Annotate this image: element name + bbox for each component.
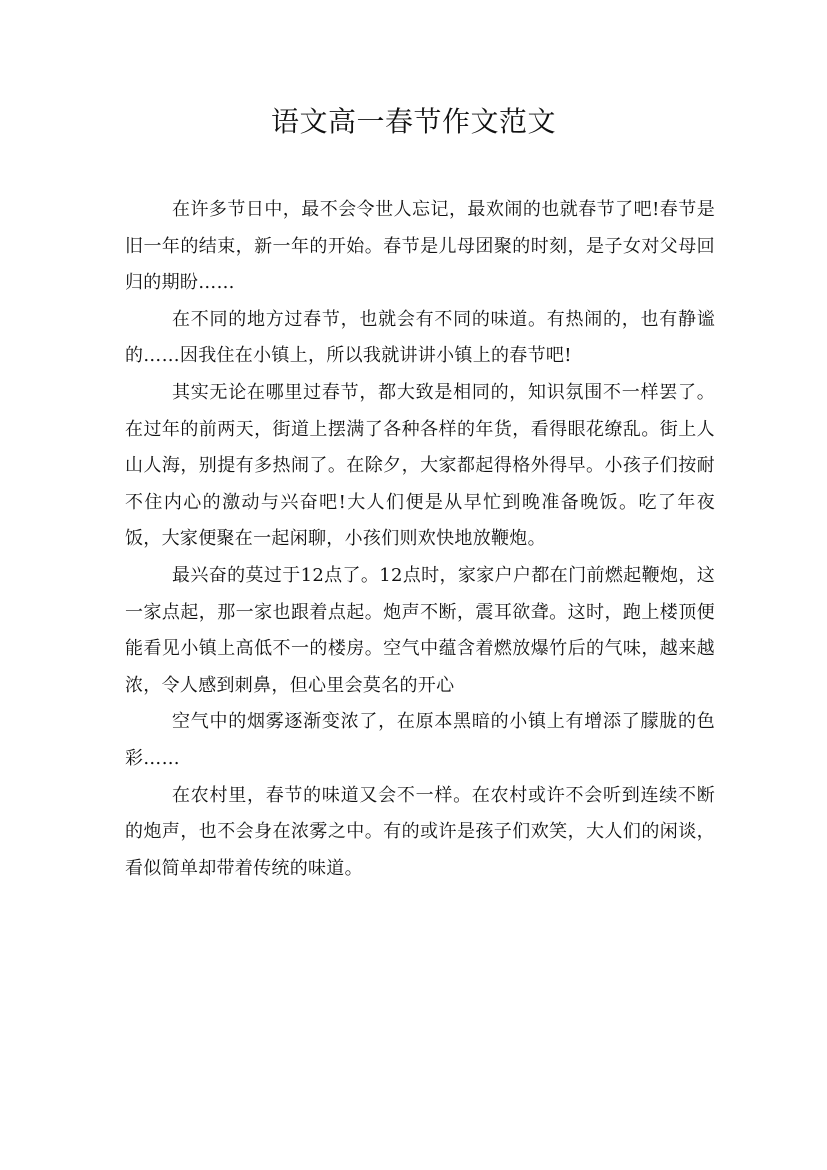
document-body	[125, 192, 715, 887]
paragraph: 其实无论在哪里过春节，都大致是相同的，知识氛围不一样罢了。在过年的前两天，街道上摆满了各种各样的年货，看得眼花缭乱。街上人山人海，别提有多热闹了。在除夕，大家都起得格外得早。小孩子们按耐不住内心的激动与兴奋吧!大人们便是从早忙到晚准备晚饭。吃了年夜饭，大家便聚在一起闲聊，小孩们则欢快地放鞭炮。	[125, 381, 715, 550]
paragraph: 在不同的地方过春节，也就会有不同的味道。有热闹的，也有静谧的……因我住在小镇上，所以我就讲讲小镇上的春节吧!	[125, 308, 715, 367]
paragraph: 空气中的烟雾逐渐变浓了，在原本黑暗的小镇上有增添了朦胧的色彩……	[125, 711, 715, 769]
paragraph: 最兴奋的莫过于12点了。12点时，家家户户都在门前燃起鞭炮，这一家点起，那一家也跟着点起。炮声不断，震耳欲聋。这时，跑上楼顶便能看见小镇上高低不一的楼房。空气中蕴含着燃放爆竹后的气味，越来越浓，令人感到刺鼻，但心里会莫名的开心	[125, 564, 715, 696]
paragraph: 在许多节日中，最不会令世人忘记，最欢闹的也就春节了吧!春节是旧一年的结束，新一年的开始。春节是儿母团聚的时刻，是子女对父母回归的期盼……	[125, 199, 715, 294]
paragraph: 在农村里，春节的味道又会不一样。在农村或许不会听到连续不断的炮声，也不会身在浓雾之中。有的或许是孩子们欢笑，大人们的闲谈，看似简单却带着传统的味道。	[125, 784, 715, 879]
document-title: 语文高一春节作文范文	[270, 105, 556, 138]
